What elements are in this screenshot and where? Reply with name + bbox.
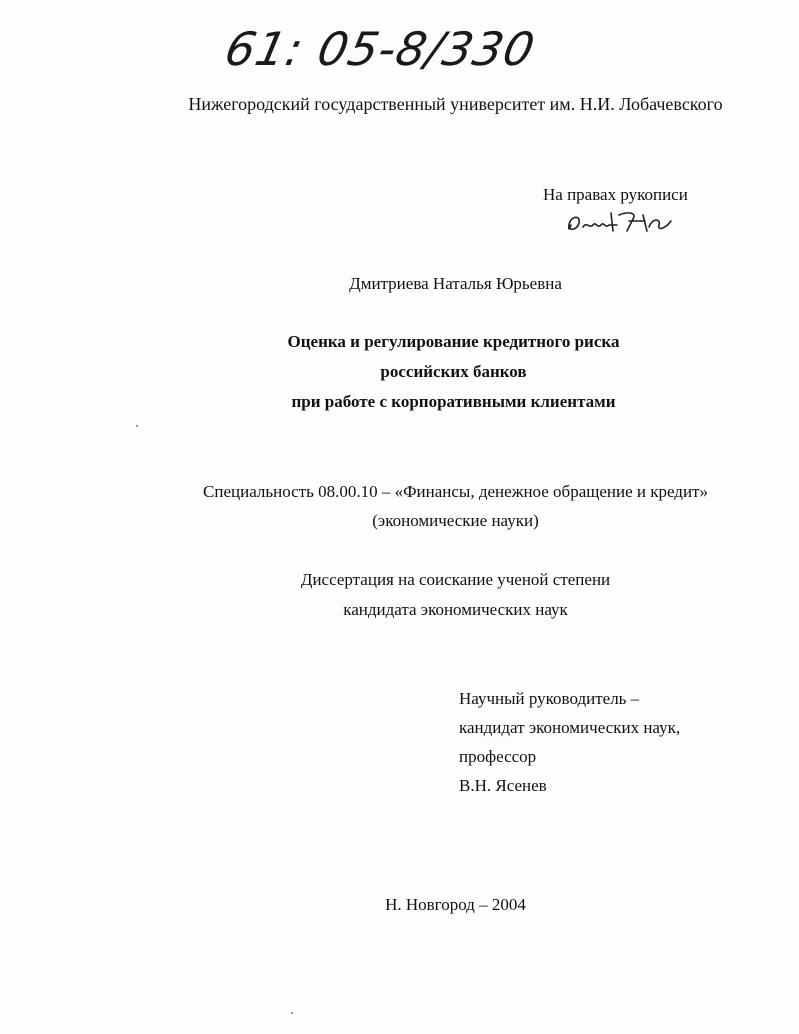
supervisor-line: кандидат экономических наук, bbox=[459, 718, 681, 737]
manuscript-rights-label: На правах рукописи bbox=[543, 185, 688, 204]
dissertation-title-line: Оценка и регулирование кредитного риска bbox=[287, 332, 620, 351]
dissertation-title-line: российских банков bbox=[380, 362, 527, 381]
scan-speck bbox=[291, 1012, 293, 1014]
scan-speck bbox=[136, 425, 138, 427]
degree-line: кандидата экономических наук bbox=[343, 600, 568, 619]
supervisor-line: Научный руководитель – bbox=[459, 689, 640, 708]
degree-line: Диссертация на соискание ученой степени bbox=[300, 570, 611, 589]
specialty-field: (экономические науки) bbox=[372, 511, 539, 530]
signature bbox=[563, 207, 683, 237]
archive-code: 61: 05-8/330 bbox=[220, 22, 541, 76]
city-year: Н. Новгород – 2004 bbox=[385, 895, 526, 914]
supervisor-line: профессор bbox=[459, 747, 537, 766]
supervisor-name: В.Н. Ясенев bbox=[459, 776, 547, 795]
dissertation-title-line: при работе с корпоративными клиентами bbox=[291, 392, 616, 411]
author-name: Дмитриева Наталья Юрьевна bbox=[349, 274, 562, 293]
specialty-line: Специальность 08.00.10 – «Финансы, денежное обращение и кредит» bbox=[203, 482, 708, 501]
university-name: Нижегородский государственный университет им. Н.И. Лобачевского bbox=[188, 94, 723, 114]
